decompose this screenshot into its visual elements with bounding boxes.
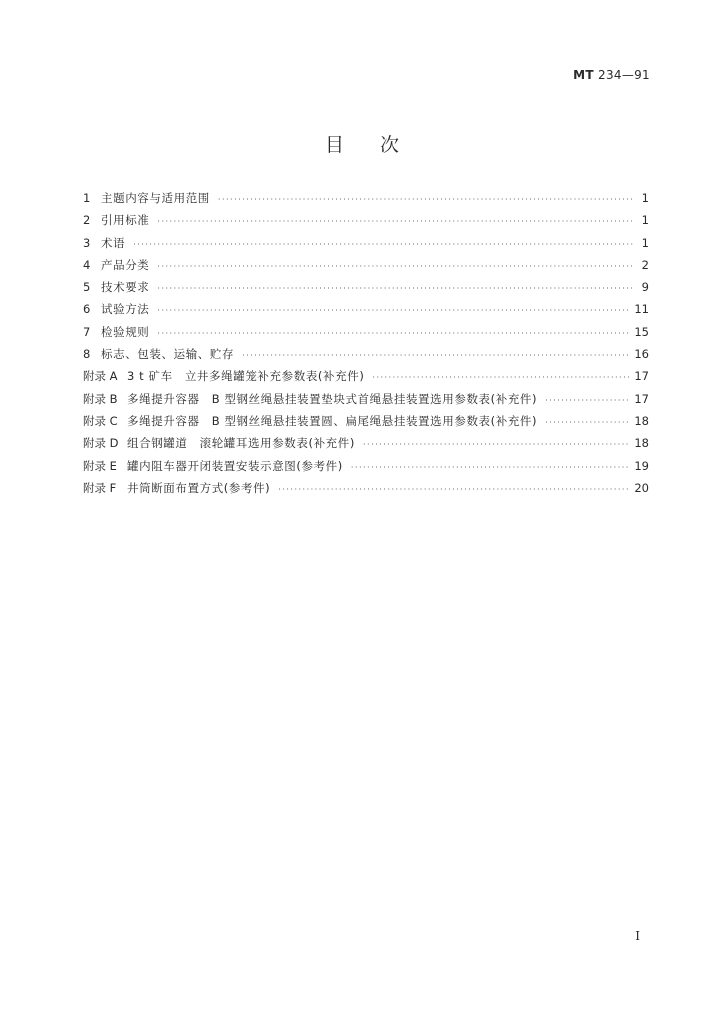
toc-entry-page: 1: [641, 213, 649, 228]
doc-code-prefix: MT: [573, 68, 594, 82]
toc-title: 目次: [324, 134, 435, 156]
toc-entry-title: 多绳提升容器 B 型钢丝绳悬挂装置垫块式首绳悬挂装置选用参数表(补充件): [127, 391, 538, 406]
doc-code-number: 234—91: [598, 68, 650, 82]
toc-entry-title: 标志、包装、运输、贮存: [101, 347, 235, 362]
toc-entry-number: 6: [83, 302, 91, 317]
toc-entry[interactable]: [83, 458, 649, 480]
toc-entry-number: 8: [83, 347, 91, 362]
toc-entry-number: 4: [83, 257, 91, 272]
toc-leader-dots: [545, 418, 630, 427]
toc-entry-number: 附录 B: [83, 391, 118, 406]
toc-entry[interactable]: [83, 413, 649, 435]
toc-entry-number: 附录 F: [83, 480, 117, 495]
toc-entry[interactable]: [83, 480, 649, 502]
toc-entry-page: 18: [634, 436, 649, 451]
toc-leader-dots: [278, 485, 630, 494]
toc-entry[interactable]: [83, 435, 649, 457]
toc-entry[interactable]: [83, 368, 649, 390]
toc-entry-number: 7: [83, 324, 91, 339]
toc-leader-dots: [363, 440, 630, 449]
toc-entry-title: 罐内阻车器开闭装置安装示意图(参考件): [127, 458, 343, 473]
toc-entry-title: 检验规则: [101, 324, 150, 339]
toc-leader-dots: [157, 262, 635, 271]
toc-entry-title: 多绳提升容器 B 型钢丝绳悬挂装置圆、扁尾绳悬挂装置选用参数表(补充件): [127, 413, 538, 428]
toc-leader-dots: [157, 284, 635, 293]
toc-leader-dots: [157, 329, 630, 338]
toc-entry-number: 附录 E: [83, 458, 117, 473]
toc-entry-number: 3: [83, 235, 91, 250]
toc-leader-dots: [157, 217, 635, 226]
toc-entry[interactable]: [83, 324, 649, 346]
toc-entry-number: 5: [83, 280, 91, 295]
toc-list: [83, 190, 649, 502]
toc-entry-number: 附录 C: [83, 413, 118, 428]
toc-entry-page: 2: [641, 257, 649, 272]
toc-entry[interactable]: [83, 190, 649, 212]
toc-leader-dots: [372, 373, 630, 382]
toc-leader-dots: [351, 463, 630, 472]
page-number: I: [635, 929, 640, 943]
toc-leader-dots: [218, 195, 635, 204]
toc-entry-title: 术语: [101, 235, 126, 250]
toc-entry-page: 18: [634, 413, 649, 428]
toc-entry-title: 产品分类: [101, 257, 150, 272]
toc-leader-dots: [242, 351, 630, 360]
toc-entry-page: 11: [634, 302, 649, 317]
toc-entry[interactable]: [83, 301, 649, 323]
toc-entry-number: 附录 D: [83, 436, 119, 451]
toc-entry-page: 17: [634, 391, 649, 406]
toc-entry-title: 试验方法: [101, 302, 150, 317]
toc-leader-dots: [133, 240, 635, 249]
toc-entry[interactable]: [83, 235, 649, 257]
toc-entry-title: 引用标准: [101, 213, 150, 228]
toc-entry-page: 16: [634, 347, 649, 362]
toc-entry-page: 1: [641, 191, 649, 205]
toc-leader-dots: [157, 306, 630, 315]
toc-entry-title: 技术要求: [101, 280, 150, 295]
toc-leader-dots: [545, 396, 630, 405]
toc-entry-number: 附录 A: [83, 369, 118, 384]
toc-entry-number: 1: [83, 191, 91, 205]
toc-entry-page: 15: [634, 324, 649, 339]
toc-entry-page: 19: [634, 458, 649, 473]
toc-entry[interactable]: [83, 257, 649, 279]
toc-entry-page: 17: [634, 369, 649, 384]
toc-entry[interactable]: [83, 212, 649, 234]
toc-entry-title: 井筒断面布置方式(参考件): [127, 480, 271, 495]
toc-entry[interactable]: [83, 279, 649, 301]
toc-entry-number: 2: [83, 213, 91, 228]
toc-entry-title: 主题内容与适用范围: [101, 191, 210, 205]
toc-entry-title: 3 t 矿车 立井多绳罐笼补充参数表(补充件): [127, 369, 365, 384]
toc-entry[interactable]: [83, 391, 649, 413]
toc-entry-page: 9: [641, 280, 649, 295]
toc-entry[interactable]: [83, 346, 649, 368]
document-code: [573, 68, 650, 82]
toc-entry-title: 组合钢罐道 滚轮罐耳选用参数表(补充件): [127, 436, 355, 451]
toc-entry-page: 20: [634, 480, 649, 495]
toc-entry-page: 1: [641, 235, 649, 250]
